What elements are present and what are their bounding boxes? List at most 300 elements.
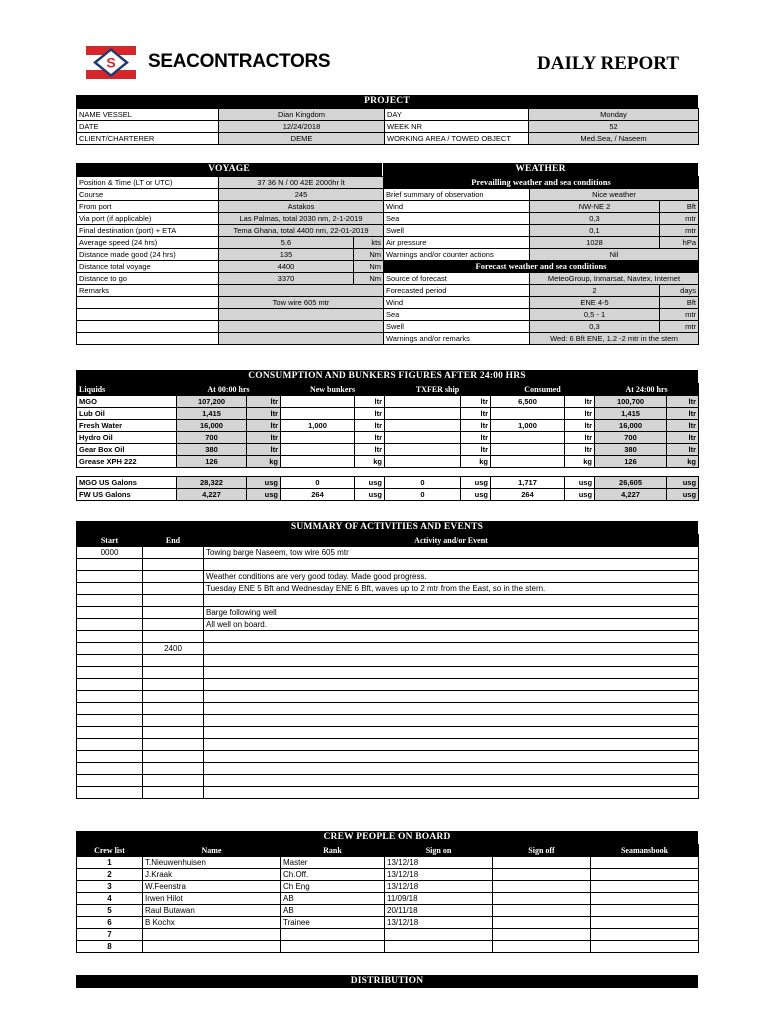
liquid-name: MGO US Galons — [77, 477, 177, 489]
weather-label: Warnings and/or counter actions — [384, 249, 530, 261]
quantity-value — [385, 408, 461, 420]
activity-event — [204, 715, 699, 727]
quantity-value — [385, 456, 461, 468]
quantity-value: 1,000 — [281, 420, 355, 432]
activity-end — [143, 763, 204, 775]
activity-row — [77, 763, 699, 775]
activity-end — [143, 619, 204, 631]
activity-row — [77, 655, 699, 667]
activity-event — [204, 727, 699, 739]
consumption-row — [77, 477, 699, 489]
voyage-row — [77, 333, 384, 345]
voyage-row — [77, 225, 384, 237]
quantity-unit: ltr — [247, 444, 281, 456]
activity-start — [77, 643, 143, 655]
activity-row — [77, 775, 699, 787]
crew-name: T.Nieuwenhuisen — [143, 857, 281, 869]
quantity-value — [281, 444, 355, 456]
quantity-value: 380 — [177, 444, 247, 456]
weather-value: 0,3 — [530, 213, 660, 225]
quantity-unit: ltr — [247, 408, 281, 420]
project-value: Monday — [529, 109, 699, 121]
column-header: At 24:00 hrs — [595, 384, 699, 396]
quantity-unit: ltr — [355, 432, 385, 444]
column-header: Start — [77, 535, 143, 547]
column-header: Consumed — [491, 384, 595, 396]
crew-sign-on: 11/09/18 — [385, 893, 493, 905]
activity-event — [204, 559, 699, 571]
quantity-value: 107,200 — [177, 396, 247, 408]
activity-event — [204, 595, 699, 607]
activity-start — [77, 739, 143, 751]
quantity-unit: ltr — [247, 396, 281, 408]
voyage-unit: Nm — [354, 273, 384, 285]
voyage-value: Las Palmas, total 2030 nm, 2-1-2019 — [219, 213, 384, 225]
quantity-unit: usg — [247, 477, 281, 489]
quantity-unit: ltr — [247, 432, 281, 444]
quantity-value: 1,415 — [177, 408, 247, 420]
activity-end — [143, 775, 204, 787]
crew-seamansbook — [591, 941, 699, 953]
voyage-value: Astakos — [219, 201, 384, 213]
consumption-table — [76, 383, 699, 501]
page-title: DAILY REPORT — [537, 53, 680, 74]
project-row — [77, 109, 699, 121]
activity-end — [143, 691, 204, 703]
crew-sign-off — [493, 881, 591, 893]
quantity-unit: kg — [667, 456, 699, 468]
activity-end — [143, 607, 204, 619]
consumption-header — [77, 384, 699, 396]
quantity-value — [281, 456, 355, 468]
voyage-value: 5.6 — [219, 237, 354, 249]
activity-end — [143, 739, 204, 751]
weather-label: Forecasted period — [384, 285, 530, 297]
voyage-unit: Nm — [354, 261, 384, 273]
quantity-value: 16,000 — [595, 420, 667, 432]
crew-sign-on — [385, 941, 493, 953]
crew-sign-off — [493, 917, 591, 929]
weather-unit: mtr — [660, 309, 699, 321]
quantity-value: 16,000 — [177, 420, 247, 432]
activity-event — [204, 631, 699, 643]
liquid-name: Lub Oil — [77, 408, 177, 420]
liquid-name: Fresh Water — [77, 420, 177, 432]
quantity-unit: ltr — [461, 420, 491, 432]
crew-name: W.Feenstra — [143, 881, 281, 893]
weather-value: Nice weather — [530, 189, 699, 201]
crew-rank: AB — [281, 905, 385, 917]
activity-start — [77, 691, 143, 703]
quantity-unit: kg — [355, 456, 385, 468]
activity-event: Barge following well — [204, 607, 699, 619]
crew-sign-on: 13/12/18 — [385, 869, 493, 881]
activity-start — [77, 559, 143, 571]
voyage-label: Position & Time (LT or UTC) — [77, 177, 219, 189]
weather-unit: mtr — [660, 321, 699, 333]
project-row — [77, 121, 699, 133]
liquid-name: Grease XPH 222 — [77, 456, 177, 468]
activity-row — [77, 703, 699, 715]
weather-row — [384, 285, 699, 297]
voyage-value — [219, 309, 384, 321]
project-label: CLIENT/CHARTERER — [77, 133, 219, 145]
activity-end — [143, 787, 204, 799]
crew-rank — [281, 929, 385, 941]
crew-table — [76, 844, 699, 953]
weather-value: Nil — [530, 249, 699, 261]
activity-row — [77, 715, 699, 727]
activity-event: Tuesday ENE 5 Bft and Wednesday ENE 6 Bft, waves up to 2 mtr from the East, so in the stern. — [204, 583, 699, 595]
quantity-unit: usg — [355, 477, 385, 489]
weather-label: Sea — [384, 213, 530, 225]
crew-sign-on: 20/11/18 — [385, 905, 493, 917]
crew-seamansbook — [591, 929, 699, 941]
voyage-value: 135 — [219, 249, 354, 261]
voyage-row — [77, 237, 384, 249]
column-header: New bunkers — [281, 384, 385, 396]
weather-row — [384, 273, 699, 285]
weather-label: Source of forecast — [384, 273, 530, 285]
activity-event — [204, 739, 699, 751]
weather-label: Swell — [384, 321, 530, 333]
project-section-title: PROJECT — [76, 95, 698, 108]
crew-name: Raul Butawan — [143, 905, 281, 917]
weather-label: Wind — [384, 297, 530, 309]
crew-row — [77, 929, 699, 941]
crew-name: J.Kraak — [143, 869, 281, 881]
company-name: SEACONTRACTORS — [148, 51, 331, 72]
activity-row — [77, 667, 699, 679]
activity-start: 0000 — [77, 547, 143, 559]
activity-start — [77, 679, 143, 691]
crew-sign-off — [493, 941, 591, 953]
project-label: WORKING AREA / TOWED OBJECT — [385, 133, 529, 145]
crew-sign-off — [493, 857, 591, 869]
voyage-value — [219, 333, 384, 345]
project-label: WEEK NR — [385, 121, 529, 133]
crew-sign-off — [493, 905, 591, 917]
quantity-value: 126 — [595, 456, 667, 468]
quantity-unit: ltr — [667, 396, 699, 408]
activity-end — [143, 667, 204, 679]
crew-sign-on: 13/12/18 — [385, 917, 493, 929]
quantity-value — [491, 408, 565, 420]
quantity-unit: ltr — [355, 444, 385, 456]
quantity-unit: kg — [247, 456, 281, 468]
crew-number: 6 — [77, 917, 143, 929]
quantity-unit: usg — [565, 489, 595, 501]
crew-sign-on — [385, 929, 493, 941]
activity-start — [77, 727, 143, 739]
consumption-row — [77, 456, 699, 468]
activity-end — [143, 583, 204, 595]
consumption-spacer — [77, 468, 699, 477]
column-header: At 00:00 hrs — [177, 384, 281, 396]
quantity-unit: ltr — [247, 420, 281, 432]
quantity-unit: ltr — [565, 444, 595, 456]
activity-row — [77, 691, 699, 703]
weather-label: Sea — [384, 309, 530, 321]
activity-event: All well on board. — [204, 619, 699, 631]
consumption-row — [77, 396, 699, 408]
column-header: TXFER ship — [385, 384, 491, 396]
crew-sign-off — [493, 893, 591, 905]
weather-unit: mtr — [660, 213, 699, 225]
activity-start — [77, 595, 143, 607]
quantity-unit: ltr — [565, 432, 595, 444]
crew-name: Irwen Hilot — [143, 893, 281, 905]
quantity-unit: usg — [461, 477, 491, 489]
weather-row — [384, 333, 699, 345]
crew-name: B Kochx — [143, 917, 281, 929]
voyage-label — [77, 297, 219, 309]
quantity-value — [385, 420, 461, 432]
quantity-unit: ltr — [667, 408, 699, 420]
activity-end — [143, 715, 204, 727]
weather-prevailing — [384, 177, 699, 189]
voyage-label — [77, 309, 219, 321]
crew-sign-off — [493, 929, 591, 941]
crew-row — [77, 905, 699, 917]
crew-row — [77, 941, 699, 953]
activity-event — [204, 643, 699, 655]
voyage-unit: kts — [354, 237, 384, 249]
crew-row — [77, 869, 699, 881]
quantity-value: 264 — [491, 489, 565, 501]
activity-end: 2400 — [143, 643, 204, 655]
crew-number: 4 — [77, 893, 143, 905]
project-label: DAY — [385, 109, 529, 121]
quantity-value — [281, 396, 355, 408]
activity-end — [143, 655, 204, 667]
quantity-unit: ltr — [461, 408, 491, 420]
activity-start — [77, 763, 143, 775]
crew-section-title: CREW PEOPLE ON BOARD — [76, 831, 698, 844]
activity-row — [77, 595, 699, 607]
crew-seamansbook — [591, 869, 699, 881]
crew-rank — [281, 941, 385, 953]
voyage-value — [219, 285, 384, 297]
activity-event — [204, 691, 699, 703]
distribution-section-title: DISTRIBUTION — [76, 975, 698, 988]
activity-start — [77, 571, 143, 583]
column-header: End — [143, 535, 204, 547]
voyage-unit: Nm — [354, 249, 384, 261]
activity-row — [77, 751, 699, 763]
activities-table — [76, 534, 699, 799]
quantity-value: 26,605 — [595, 477, 667, 489]
weather-value: 0,3 — [530, 321, 660, 333]
quantity-unit: ltr — [565, 396, 595, 408]
column-header: Activity and/or Event — [204, 535, 699, 547]
crew-number: 1 — [77, 857, 143, 869]
activity-end — [143, 727, 204, 739]
quantity-value: 0 — [385, 489, 461, 501]
quantity-unit: ltr — [461, 444, 491, 456]
activity-row — [77, 619, 699, 631]
weather-unit: Bft — [660, 297, 699, 309]
activity-start — [77, 607, 143, 619]
quantity-value: 1,000 — [491, 420, 565, 432]
quantity-unit: ltr — [565, 420, 595, 432]
voyage-label: Course — [77, 189, 219, 201]
activity-row — [77, 679, 699, 691]
liquid-name: Gear Box Oil — [77, 444, 177, 456]
activity-start — [77, 583, 143, 595]
voyage-value: Tow wire 605 mtr — [219, 297, 384, 309]
project-value: Dian Kingdom — [219, 109, 385, 121]
activity-end — [143, 703, 204, 715]
weather-label: Warnings and/or remarks — [384, 333, 530, 345]
activity-event — [204, 655, 699, 667]
quantity-value: 380 — [595, 444, 667, 456]
weather-row — [384, 225, 699, 237]
quantity-value: 1,415 — [595, 408, 667, 420]
voyage-row — [77, 189, 384, 201]
quantity-value — [491, 432, 565, 444]
activity-end — [143, 751, 204, 763]
spacer — [77, 468, 699, 477]
voyage-label: From port — [77, 201, 219, 213]
crew-seamansbook — [591, 905, 699, 917]
voyage-row — [77, 273, 384, 285]
voyage-label: Distance made good (24 hrs) — [77, 249, 219, 261]
activity-event — [204, 787, 699, 799]
weather-table — [383, 176, 699, 345]
crew-number: 5 — [77, 905, 143, 917]
crew-row — [77, 917, 699, 929]
activity-start — [77, 775, 143, 787]
project-label: NAME VESSEL — [77, 109, 219, 121]
company-logo — [86, 46, 136, 79]
crew-seamansbook — [591, 881, 699, 893]
crew-number: 3 — [77, 881, 143, 893]
quantity-unit: kg — [565, 456, 595, 468]
crew-number: 2 — [77, 869, 143, 881]
project-label: DATE — [77, 121, 219, 133]
quantity-unit: ltr — [355, 420, 385, 432]
weather-forecast-title: Forecast weather and sea conditions — [384, 261, 699, 273]
weather-row — [384, 309, 699, 321]
voyage-table — [76, 176, 384, 345]
weather-forecast — [384, 261, 699, 273]
quantity-value — [281, 408, 355, 420]
activity-start — [77, 631, 143, 643]
crew-sign-on: 13/12/18 — [385, 857, 493, 869]
consumption-row — [77, 444, 699, 456]
quantity-value — [491, 444, 565, 456]
voyage-value: 3370 — [219, 273, 354, 285]
crew-number: 8 — [77, 941, 143, 953]
activity-row — [77, 547, 699, 559]
logo-icon — [86, 46, 136, 79]
liquid-name: FW US Galons — [77, 489, 177, 501]
quantity-value — [385, 432, 461, 444]
column-header: Name — [143, 845, 281, 857]
quantity-unit: ltr — [355, 408, 385, 420]
activity-start — [77, 703, 143, 715]
weather-unit: hPa — [660, 237, 699, 249]
voyage-row — [77, 177, 384, 189]
column-header: Sign on — [385, 845, 493, 857]
crew-name — [143, 929, 281, 941]
crew-number: 7 — [77, 929, 143, 941]
quantity-unit: usg — [247, 489, 281, 501]
voyage-label — [77, 321, 219, 333]
quantity-value: 0 — [385, 477, 461, 489]
crew-rank: Trainee — [281, 917, 385, 929]
crew-sign-off — [493, 869, 591, 881]
crew-header — [77, 845, 699, 857]
quantity-value — [281, 432, 355, 444]
quantity-unit: usg — [667, 489, 699, 501]
weather-value: NW-NE 2 — [530, 201, 660, 213]
quantity-unit: usg — [461, 489, 491, 501]
quantity-value: 100,700 — [595, 396, 667, 408]
voyage-row — [77, 249, 384, 261]
crew-seamansbook — [591, 917, 699, 929]
weather-label: Swell — [384, 225, 530, 237]
consumption-row — [77, 408, 699, 420]
quantity-unit: ltr — [565, 408, 595, 420]
voyage-row — [77, 285, 384, 297]
activity-event — [204, 775, 699, 787]
weather-unit: mtr — [660, 225, 699, 237]
activity-event — [204, 763, 699, 775]
voyage-row — [77, 321, 384, 333]
column-header: Sign off — [493, 845, 591, 857]
column-header: Crew list — [77, 845, 143, 857]
activity-end — [143, 679, 204, 691]
weather-value: 2 — [530, 285, 660, 297]
consumption-section-title: CONSUMPTION AND BUNKERS FIGURES AFTER 24:00 HRS — [76, 370, 698, 383]
voyage-row — [77, 261, 384, 273]
voyage-value: 4400 — [219, 261, 354, 273]
activity-event: Weather conditions are very good today. Made good progress. — [204, 571, 699, 583]
voyage-label: Distance to go — [77, 273, 219, 285]
liquid-name: MGO — [77, 396, 177, 408]
voyage-value: 37 36 N / 00 42E 2000hr lt — [219, 177, 384, 189]
activity-event — [204, 667, 699, 679]
activity-row — [77, 739, 699, 751]
weather-row — [384, 321, 699, 333]
voyage-value: 245 — [219, 189, 384, 201]
activity-start — [77, 655, 143, 667]
quantity-value: 4,227 — [177, 489, 247, 501]
activity-row — [77, 559, 699, 571]
crew-seamansbook — [591, 857, 699, 869]
column-header: Rank — [281, 845, 385, 857]
quantity-value: 0 — [281, 477, 355, 489]
voyage-row — [77, 213, 384, 225]
voyage-label — [77, 333, 219, 345]
consumption-row — [77, 420, 699, 432]
activity-row — [77, 727, 699, 739]
quantity-value: 700 — [595, 432, 667, 444]
activity-start — [77, 667, 143, 679]
weather-row — [384, 201, 699, 213]
quantity-unit: kg — [461, 456, 491, 468]
quantity-value — [491, 456, 565, 468]
activity-end — [143, 559, 204, 571]
quantity-value: 126 — [177, 456, 247, 468]
weather-section-title: WEATHER — [383, 163, 698, 176]
voyage-label: Average speed (24 hrs) — [77, 237, 219, 249]
weather-row — [384, 189, 699, 201]
voyage-section-title: VOYAGE — [76, 163, 382, 176]
weather-label: Brief summary of observation — [384, 189, 530, 201]
